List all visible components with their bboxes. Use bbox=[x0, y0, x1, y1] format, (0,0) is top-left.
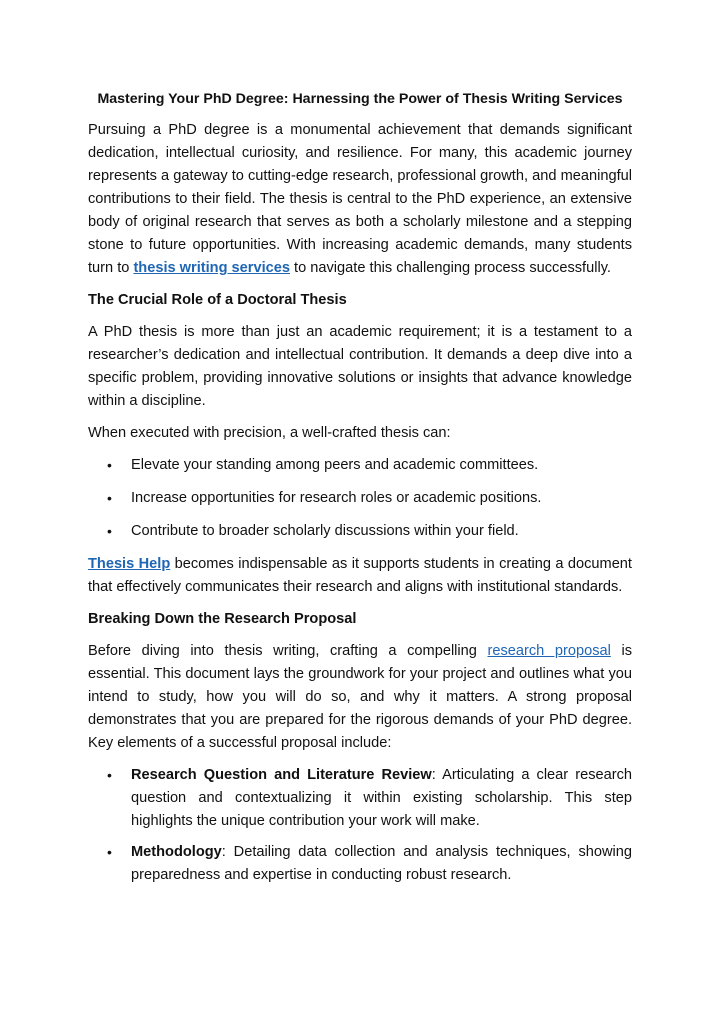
proposal-text-before: Before diving into thesis writing, crafting a compelling bbox=[88, 643, 488, 659]
benefits-list bbox=[88, 454, 632, 543]
list-item bbox=[88, 454, 632, 477]
document-title: Mastering Your PhD Degree: Harnessing the Power of Thesis Writing Services bbox=[97, 91, 623, 107]
doctoral-thesis-paragraph: A PhD thesis is more than just an academic requirement; it is a testament to a researcher’s dedication and intellectual contribution. It demands a deep dive into a specific problem, providing innovative solutions or insights that advance knowledge within a discipline. bbox=[88, 324, 632, 409]
thesis-help-text: becomes indispensable as it supports students in creating a document that effectively communicates their research and aligns with institutional standards. bbox=[88, 556, 632, 595]
list-item-term: Methodology bbox=[131, 844, 222, 860]
section-heading-doctoral-thesis: The Crucial Role of a Doctoral Thesis bbox=[88, 292, 347, 308]
section-heading-research-proposal: Breaking Down the Research Proposal bbox=[88, 611, 357, 627]
bullet-icon: • bbox=[107, 767, 112, 783]
thesis-help-link[interactable]: Thesis Help bbox=[88, 556, 171, 572]
bullet-icon: • bbox=[107, 457, 112, 473]
list-item-text: Increase opportunities for research roles or academic positions. bbox=[131, 490, 542, 506]
bullet-icon: • bbox=[107, 523, 112, 539]
list-item-desc: : Articulating a clear research question and contextualizing it within existing scholarship. This step highlights the unique contribution your work will make. bbox=[131, 767, 632, 829]
list-item-desc: : Detailing data collection and analysis techniques, showing preparedness and expertise in conducting robust research. bbox=[131, 844, 632, 883]
thesis-help-paragraph bbox=[88, 553, 632, 599]
list-item bbox=[88, 487, 632, 510]
list-item bbox=[88, 764, 632, 833]
intro-text-after: to navigate this challenging process successfully. bbox=[290, 260, 611, 276]
proposal-elements-list bbox=[88, 764, 632, 887]
intro-paragraph bbox=[88, 119, 632, 280]
thesis-writing-services-link[interactable]: thesis writing services bbox=[133, 260, 290, 276]
research-proposal-paragraph bbox=[88, 640, 632, 755]
list-item-text: Elevate your standing among peers and academic committees. bbox=[131, 457, 539, 473]
intro-text-before: Pursuing a PhD degree is a monumental achievement that demands significant dedication, intellectual curiosity, and resilience. For many, this academic journey represents a gateway to cutting-edge research, professional growth, and meaningful contributions to their field. The thesis is central to the PhD experience, an extensive body of original research that serves as both a scholarly milestone and a stepping stone to future opportunities. With increasing academic demands, many students turn to bbox=[88, 122, 632, 276]
list-intro: When executed with precision, a well-crafted thesis can: bbox=[88, 425, 451, 441]
list-item-text: Contribute to broader scholarly discussions within your field. bbox=[131, 523, 519, 539]
bullet-icon: • bbox=[107, 490, 112, 506]
bullet-icon: • bbox=[107, 844, 112, 860]
proposal-text-after: is essential. This document lays the groundwork for your project and outlines what you intend to study, how you will do so, and why it matters. A strong proposal demonstrates that you are prepared for the rigorous demands of your PhD degree. Key elements of a successful proposal include: bbox=[88, 643, 632, 751]
list-item-term: Research Question and Literature Review bbox=[131, 767, 432, 783]
list-item bbox=[88, 520, 632, 543]
list-item bbox=[88, 841, 632, 887]
research-proposal-link[interactable]: research proposal bbox=[487, 643, 611, 659]
